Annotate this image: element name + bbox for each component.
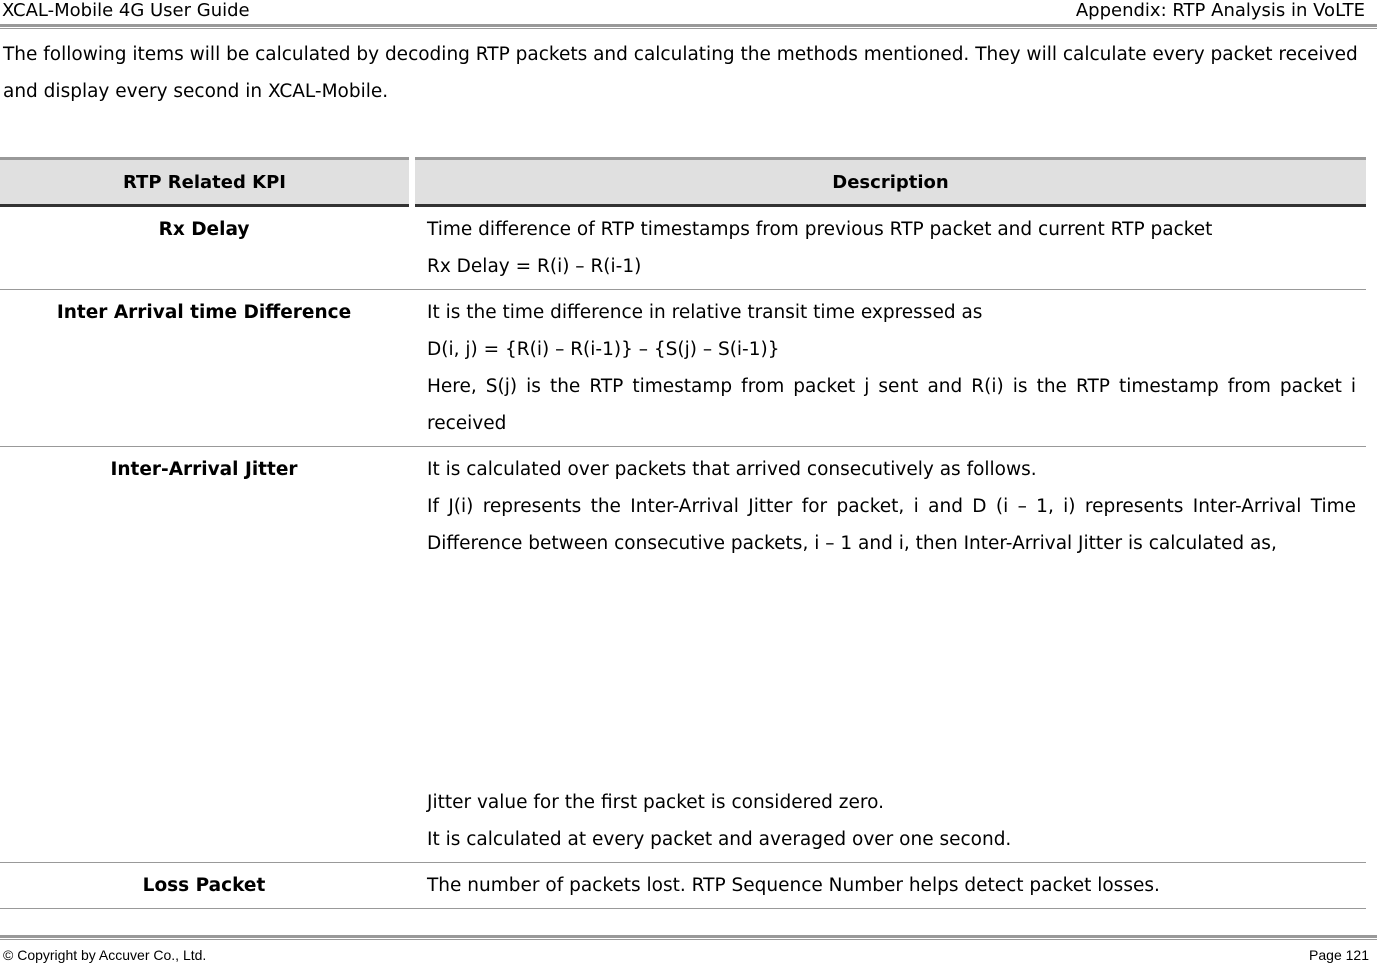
header-doc-title: XCAL-Mobile 4G User Guide [2,0,250,21]
kpi-description [412,447,1366,863]
description-line: It is calculated at every packet and averaged over one second. [427,829,1012,850]
description-line: It is the time difference in relative transit time expressed as [427,302,983,323]
table-row [0,447,1366,863]
footer-page-number: Page 121 [1309,947,1369,963]
formula-line: D(i, j) = {R(i) – R(i-1)} – {S(j) – S(i-1)} [427,339,780,360]
description-line: Time difference of RTP timestamps from previous RTP packet and current RTP packet [427,219,1213,240]
kpi-description [412,290,1366,447]
description-line: The number of packets lost. RTP Sequence Number helps detect packet losses. [427,875,1160,896]
rtp-kpi-table [0,157,1366,909]
footer-copyright: © Copyright by Accuver Co., Ltd. [3,947,207,963]
kpi-name: Inter-Arrival Jitter [0,447,412,863]
kpi-name: Rx Delay [0,206,412,290]
table-row [0,290,1366,447]
formula-line: Rx Delay = R(i) – R(i-1) [427,256,642,277]
table-row [0,863,1366,909]
kpi-description [412,863,1366,909]
footer-divider-thin [0,939,1377,940]
header-divider-thin [0,28,1377,29]
description-line: Jitter value for the first packet is considered zero. [427,792,884,813]
kpi-name: Loss Packet [0,863,412,909]
page-header [0,0,1377,22]
formula-image-area [427,562,1356,784]
description-line: If J(i) represents the Inter-Arrival Jitter for packet, i and D (i – 1, i) represents Inter-Arrival Time Difference between consecutive packets, i – 1 and i, then Inter-Arrival Jitter is calculated as, [427,496,1356,554]
kpi-description [412,206,1366,290]
intro-paragraph: The following items will be calculated by decoding RTP packets and calculating the methods mentioned. They will calculate every packet received and display every second in XCAL-Mobile. [3,44,1358,102]
table-row [0,206,1366,290]
kpi-name: Inter Arrival time Difference [0,290,412,447]
column-header-description: Description [412,159,1366,206]
description-line: It is calculated over packets that arrived consecutively as follows. [427,459,1037,480]
column-header-kpi: RTP Related KPI [0,159,412,206]
table-header-row [0,159,1366,206]
description-line: Here, S(j) is the RTP timestamp from packet j sent and R(i) is the RTP timestamp from packet i received [427,376,1356,434]
header-section-title: Appendix: RTP Analysis in VoLTE [1075,0,1365,21]
footer-divider [0,935,1377,938]
header-divider [0,24,1377,27]
